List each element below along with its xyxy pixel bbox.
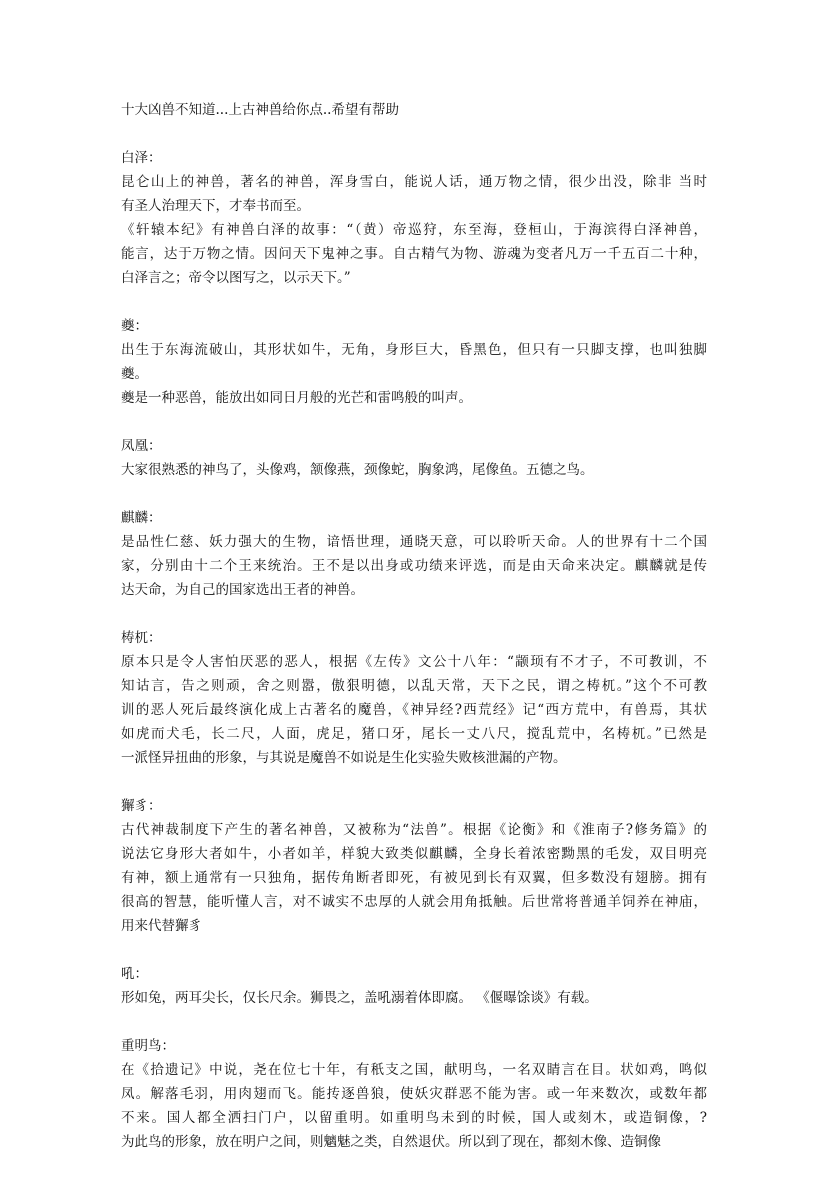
section-heading: 獬豸： bbox=[121, 798, 162, 814]
section bbox=[121, 434, 707, 482]
document-page bbox=[121, 98, 707, 1178]
body-line: 大家很熟悉的神鸟了，头像鸡，颔像燕，颈像蛇，胸象鸿，尾像鱼。五德之鸟。 bbox=[121, 462, 594, 478]
body-line: 如虎而犬毛，长二尺，人面，虎足，猪口牙，尾长一丈八尺，搅乱荒中，名梼杌。”已然是 bbox=[121, 726, 707, 742]
section bbox=[121, 626, 707, 770]
body-line: 能言，达于万物之情。因问天下鬼神之事。自古精气为物、游魂为变者凡万一千五百二十种， bbox=[121, 246, 707, 262]
body-line: 白泽言之；帝令以图写之，以示天下。” bbox=[121, 270, 351, 286]
body-line: 家，分别由十二个王来统治。王不是以出身或功绩来评选，而是由天命来决定。麒麟就是传 bbox=[121, 558, 707, 574]
section bbox=[121, 794, 707, 938]
body-line: 夔。 bbox=[121, 366, 148, 382]
section-heading: 吼： bbox=[121, 966, 148, 982]
body-line: 训的恶人死后最终演化成上古著名的魔兽，《神异经?西荒经》记“西方荒中，有兽焉，其状 bbox=[121, 702, 707, 718]
body-line: 有圣人治理天下，才奉书而至。 bbox=[121, 198, 310, 214]
body-line: 不来。国人都全洒扫门户，以留重明。如重明鸟未到的时候，国人或刻木，或造铜像，? bbox=[121, 1110, 707, 1126]
section-heading: 夔： bbox=[121, 318, 148, 334]
intro-line: 十大凶兽不知道...上古神兽给你点..希望有帮助 bbox=[121, 102, 399, 118]
body-line: 达天命，为自己的国家选出王者的神兽。 bbox=[121, 582, 364, 598]
body-line: 说法它身形大者如牛，小者如羊，样貌大致类似麒麟，全身长着浓密黝黑的毛发，双目明亮 bbox=[121, 846, 707, 862]
body-line: 出生于东海流破山，其形状如牛，无角，身形巨大，昏黑色，但只有一只脚支撑，也叫独脚 bbox=[121, 342, 707, 358]
section-heading: 白泽： bbox=[121, 150, 162, 166]
sections-container bbox=[121, 146, 707, 1154]
body-line: 形如兔，两耳尖长，仅长尺余。狮畏之，盖吼溺着体即腐。 《偃曝馀谈》有载。 bbox=[121, 990, 598, 1006]
section-heading: 梼杌： bbox=[121, 630, 162, 646]
section bbox=[121, 1034, 707, 1154]
section bbox=[121, 962, 707, 1010]
section-heading: 凤凰： bbox=[121, 438, 162, 454]
body-line: 古代神裁制度下产生的著名神兽，又被称为“法兽”。根据《论衡》和《淮南子?修务篇》的 bbox=[121, 822, 707, 838]
section bbox=[121, 146, 707, 290]
section bbox=[121, 506, 707, 602]
body-line: 凤。解落毛羽，用肉翅而飞。能抟逐兽狼，使妖灾群恶不能为害。或一年来数次，或数年都 bbox=[121, 1086, 707, 1102]
body-line: 一派怪异扭曲的形象，与其说是魔兽不如说是生化实验失败核泄漏的产物。 bbox=[121, 750, 567, 766]
body-line: 《轩辕本纪》有神兽白泽的故事：“（黄）帝巡狩，东至海，登桓山，于海滨得白泽神兽， bbox=[121, 222, 707, 238]
body-line: 昆仑山上的神兽，著名的神兽，浑身雪白，能说人话，通万物之情，很少出没，除非 当时 bbox=[121, 174, 707, 190]
body-line: 是品性仁慈、妖力强大的生物，谙悟世理，通晓天意，可以聆听天命。人的世界有十二个国 bbox=[121, 534, 707, 550]
body-line: 很高的智慧，能听懂人言，对不诚实不忠厚的人就会用角抵触。后世常将普通羊饲养在神庙， bbox=[121, 894, 707, 910]
body-line: 为此鸟的形象，放在明户之间，则魑魅之类，自然退伏。所以到了现在，都刻木像、造铜像 bbox=[121, 1134, 661, 1150]
body-line: 知诂言，告之则顽，舍之则嚣，傲狠明德，以乱天常，天下之民，谓之梼杌。”这个不可教 bbox=[121, 678, 707, 694]
body-line: 在《拾遗记》中说，尧在位七十年，有秖支之国，献明鸟，一名双睛言在目。状如鸡，鸣似 bbox=[121, 1062, 707, 1078]
body-line: 夔是一种恶兽，能放出如同日月般的光芒和雷鸣般的叫声。 bbox=[121, 390, 472, 406]
section bbox=[121, 314, 707, 410]
section-heading: 麒麟： bbox=[121, 510, 162, 526]
body-line: 有神，额上通常有一只独角，据传角断者即死，有被见到长有双翼，但多数没有翅膀。拥有 bbox=[121, 870, 707, 886]
body-line: 原本只是令人害怕厌恶的恶人，根据《左传》文公十八年：“颛顼有不才子，不可教训，不 bbox=[121, 654, 707, 670]
section-heading: 重明鸟： bbox=[121, 1038, 175, 1054]
body-line: 用来代替獬豸 bbox=[121, 918, 202, 934]
